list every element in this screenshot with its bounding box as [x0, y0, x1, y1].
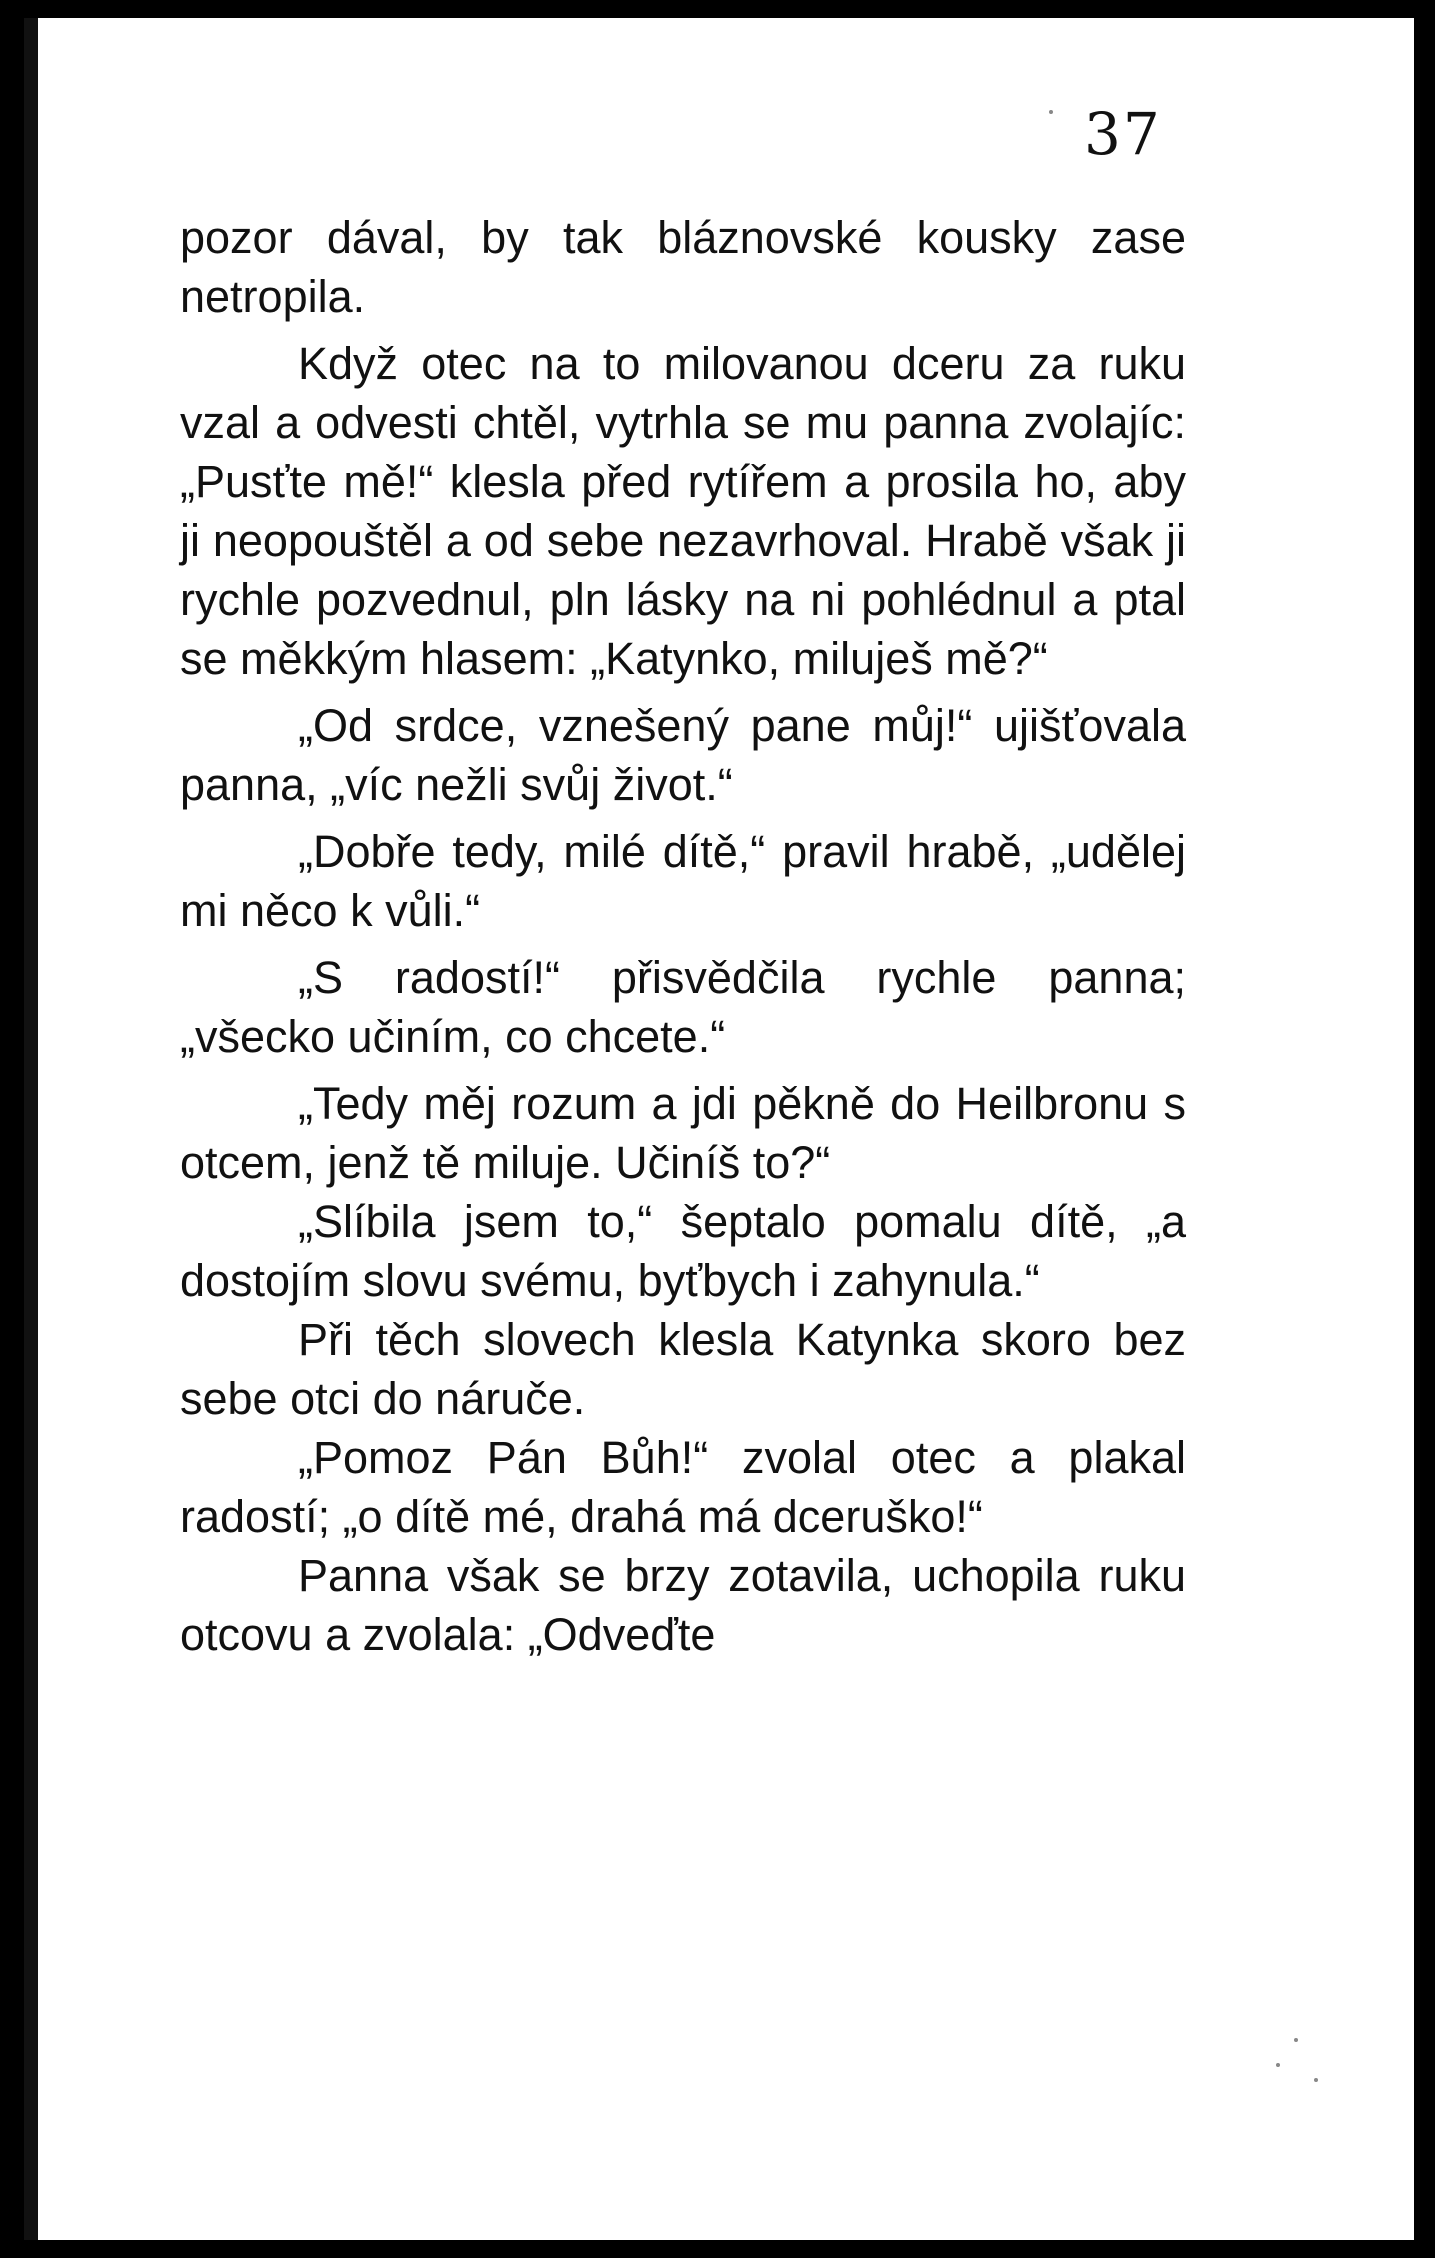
paragraph: „Dobře tedy, milé dítě,“ pravil hrabě, „udělej mi něco k vůli.“ — [180, 826, 1186, 936]
paragraph: „Od srdce, vznešený pane můj!“ ujišťovala panna, „víc nežli svůj život.“ — [180, 700, 1186, 810]
paragraph: „Tedy měj rozum a jdi pěkně do Heilbronu s otcem, jenž tě miluje. Učiníš to?“ — [180, 1078, 1186, 1188]
ink-speck — [1276, 2063, 1280, 2067]
paragraph: pozor dával, by tak bláznovské kousky zase netropila. — [180, 212, 1186, 322]
paragraph: Při těch slovech klesla Katynka skoro bez sebe otci do náruče. — [180, 1314, 1186, 1424]
paragraph: Panna však se brzy zotavila, uchopila ruku otcovu a zvolala: „Odveďte — [180, 1550, 1186, 1660]
paragraph: „Slíbila jsem to,“ šeptalo pomalu dítě, „a dostojím slovu svému, byťbych i zahynula.“ — [180, 1196, 1186, 1306]
ink-speck — [1294, 2038, 1298, 2042]
paragraph: Když otec na to milovanou dceru za ruku vzal a odvesti chtěl, vytrhla se mu panna zvolajíc: „Pusťte mě!“ klesla před rytířem a prosila ho, aby ji neopouštěl a od sebe nezavrhoval. Hrabě však ji rychle pozvednul, pln lásky na ni pohlédnul a ptal se měkkým hlasem: „Katynko, miluješ mě?“ — [180, 338, 1186, 684]
page-binding-edge — [24, 18, 38, 2240]
ink-speck — [1049, 110, 1053, 114]
ink-speck — [1314, 2078, 1318, 2082]
paragraph: „S radostí!“ přisvědčila rychle panna; „všecko učiním, co chcete.“ — [180, 952, 1186, 1062]
page-text — [180, 208, 1186, 1664]
book-page — [24, 18, 1414, 2240]
page-number: 37 — [1084, 100, 1162, 168]
paragraph: „Pomoz Pán Bůh!“ zvolal otec a plakal radostí; „o dítě mé, drahá má dceruško!“ — [180, 1432, 1186, 1542]
